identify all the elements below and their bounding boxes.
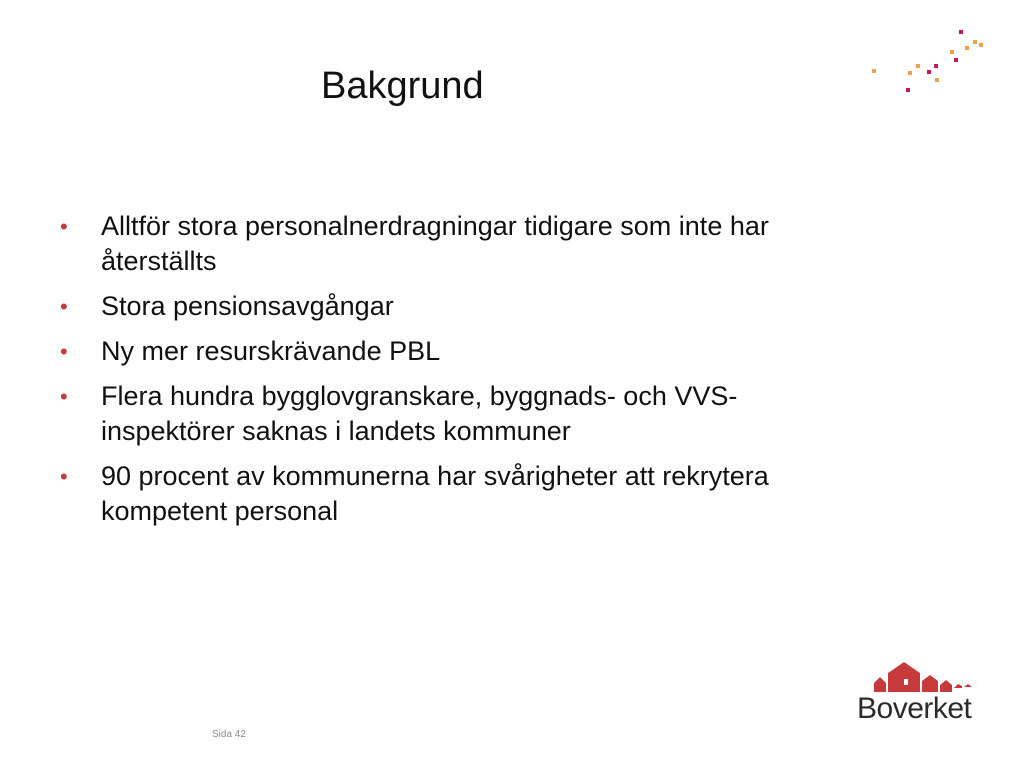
page-number: Sida 42 xyxy=(212,729,246,740)
slide-title: Bakgrund xyxy=(321,65,484,107)
logo-wordmark: Boverket xyxy=(857,692,972,725)
list-item xyxy=(60,209,780,279)
scattered-dots-icon xyxy=(860,20,1000,100)
list-item xyxy=(60,289,780,324)
bullet-dot: • xyxy=(60,464,68,489)
bullet-text: 90 procent av kommunerna har svårigheter att rekrytera kompetent personal xyxy=(101,461,769,526)
list-item xyxy=(60,459,780,529)
bullet-text: Flera hundra bygglovgranskare, byggnads- och VVS-inspektörer saknas i landets kommuner xyxy=(101,381,738,446)
bullet-list xyxy=(60,209,780,539)
bullet-text: Stora pensionsavgångar xyxy=(101,291,394,321)
list-item xyxy=(60,334,780,369)
bullet-text: Ny mer resurskrävande PBL xyxy=(101,336,441,366)
bullet-dot: • xyxy=(60,339,68,364)
bullet-dot: • xyxy=(60,214,68,239)
bullet-dot: • xyxy=(60,294,68,319)
bullet-text: Alltför stora personalnerdragningar tidigare som inte har återställts xyxy=(101,211,769,276)
bullet-dot: • xyxy=(60,384,68,409)
list-item xyxy=(60,379,780,449)
